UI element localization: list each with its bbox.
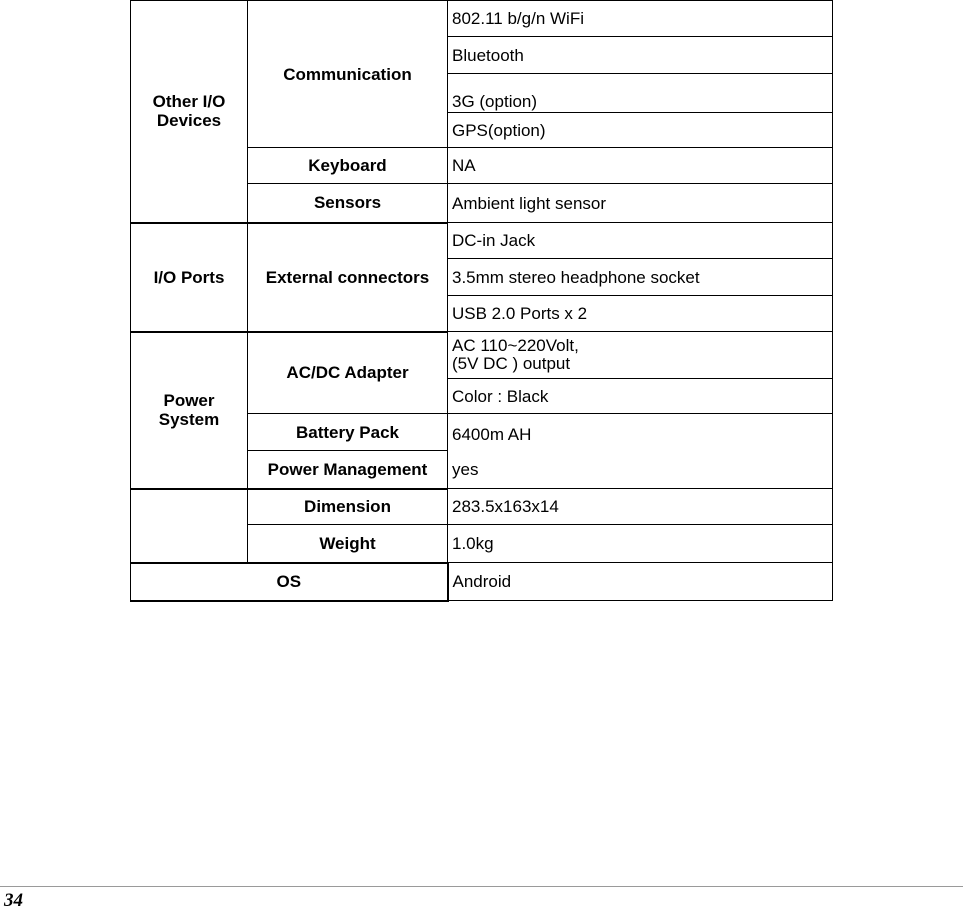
subcategory-external-connectors: External connectors bbox=[248, 223, 448, 332]
value-keyboard: NA bbox=[448, 148, 833, 184]
value-bluetooth: Bluetooth bbox=[448, 37, 833, 74]
value-adapter-color: Color : Black bbox=[448, 379, 833, 414]
specification-table bbox=[130, 0, 833, 602]
value-usb-ports: USB 2.0 Ports x 2 bbox=[448, 296, 833, 332]
table-row bbox=[131, 1, 833, 37]
subcategory-dimension: Dimension bbox=[248, 489, 448, 525]
value-dc-in-jack: DC-in Jack bbox=[448, 223, 833, 259]
value-power-management: yes bbox=[448, 451, 833, 489]
subcategory-keyboard: Keyboard bbox=[248, 148, 448, 184]
subcategory-sensors: Sensors bbox=[248, 184, 448, 223]
table-row bbox=[131, 223, 833, 259]
subcategory-power-management: Power Management bbox=[248, 451, 448, 489]
category-physical-blank bbox=[131, 489, 248, 563]
subcategory-communication: Communication bbox=[248, 1, 448, 148]
footer-divider bbox=[0, 886, 963, 887]
subcategory-weight: Weight bbox=[248, 525, 448, 563]
table-row bbox=[131, 563, 833, 601]
table-row bbox=[131, 489, 833, 525]
value-headphone-socket: 3.5mm stereo headphone socket bbox=[448, 259, 833, 296]
value-dimension: 283.5x163x14 bbox=[448, 489, 833, 525]
category-os: OS bbox=[131, 563, 448, 601]
value-gps: GPS(option) bbox=[448, 113, 833, 148]
value-wifi: 802.11 b/g/n WiFi bbox=[448, 1, 833, 37]
table-row bbox=[131, 332, 833, 379]
category-power-system: Power System bbox=[131, 332, 248, 489]
subcategory-battery-pack: Battery Pack bbox=[248, 414, 448, 451]
value-3g: 3G (option) bbox=[448, 74, 833, 113]
category-other-io-devices: Other I/O Devices bbox=[131, 1, 248, 223]
page-number: 34 bbox=[4, 890, 23, 911]
value-battery-pack: 6400m AH bbox=[448, 414, 833, 451]
value-sensors: Ambient light sensor bbox=[448, 184, 833, 223]
subcategory-ac-dc-adapter: AC/DC Adapter bbox=[248, 332, 448, 414]
category-io-ports: I/O Ports bbox=[131, 223, 248, 332]
value-adapter-voltage: AC 110~220Volt, (5V DC ) output bbox=[448, 332, 833, 379]
value-os: Android bbox=[448, 563, 833, 601]
value-weight: 1.0kg bbox=[448, 525, 833, 563]
